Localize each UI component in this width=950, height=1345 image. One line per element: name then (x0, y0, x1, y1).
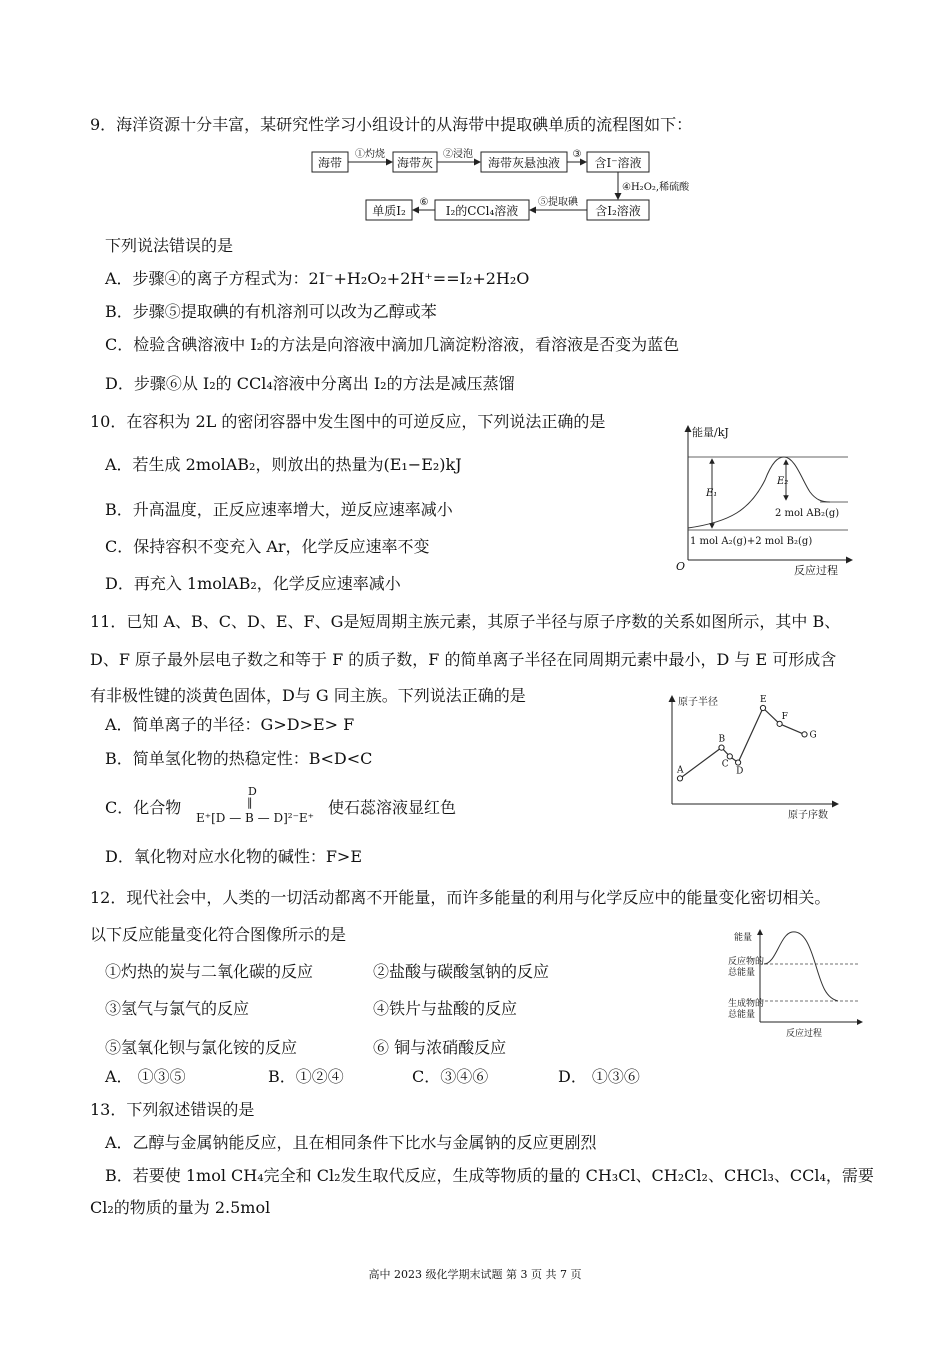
q10-energy-graph (670, 420, 860, 580)
radius-point-a (677, 776, 682, 781)
q11-formula-bond: ‖ (247, 796, 253, 809)
q12-line1: 12．现代社会中，人类的一切活动都离不开能量，而许多能量的利用与化学反应中的能量变化密切相关。 (90, 888, 831, 907)
radius-label-f: F (781, 711, 788, 722)
q11-xlabel: 原子序数 (788, 810, 828, 821)
q10-product-label: 2 mol AB₂(g) (775, 508, 840, 519)
q10-option-d: D．再充入 1molAB₂，化学反应速率减小 (105, 574, 401, 593)
flow-text-1: 海带灰 (396, 156, 434, 170)
flow-step-4: ④H₂O₂,稀硫酸 (622, 182, 690, 193)
q9-option-b: B．步骤⑤提取碘的有机溶剂可以改为乙醇或苯 (105, 302, 437, 321)
q12-reaction-1: ①灼热的炭与二氧化碳的反应 (105, 962, 314, 981)
q10-option-b: B．升高温度，正反应速率增大，逆反应速率减小 (105, 500, 453, 519)
flow-step-2: ②浸泡 (443, 149, 473, 160)
q11-option-c-prefix: C．化合物 (105, 798, 182, 817)
q11-radius-graph (662, 692, 842, 824)
q9-option-c: C．检验含碘溶液中 I₂的方法是向溶液中滴加几滴淀粉溶液，看溶液是否变为蓝色 (105, 335, 680, 354)
q12-xlabel: 反应过程 (786, 1029, 823, 1039)
q10-option-a: A．若生成 2molAB₂，则放出的热量为(E₁−E₂)kJ (105, 455, 462, 474)
radius-label-e: E (760, 695, 767, 705)
radius-point-b (719, 745, 724, 750)
flow-step-1: ①灼烧 (355, 149, 385, 160)
q10-e2-label: E₂ (777, 476, 789, 487)
q11-line1: 11．已知 A、B、C、D、E、F、G是短周期主族元素，其原子半径与原子序数的关系如图所示，其中 B、 (90, 612, 841, 631)
q11-formula-top: D (248, 785, 257, 798)
radius-label-d: D (736, 766, 744, 777)
q12-option-d: D． ①③⑥ (558, 1067, 640, 1086)
radius-label-g: G (809, 730, 817, 741)
q12-reaction-3: ③氢气与氯气的反应 (105, 999, 250, 1018)
q12-option-a: A． ①③⑤ (105, 1067, 186, 1086)
radius-point-d (736, 760, 741, 765)
q13-option-b-line1: B．若要使 1mol CH₄完全和 Cl₂发生取代反应，生成等物质的量的 CH₃Cl、CH₂Cl₂、CHCl₃、CCl₄，需要 (105, 1166, 874, 1185)
q12-ylabel: 能量 (734, 933, 753, 943)
q9-stem: 9．海洋资源十分丰富，某研究性学习小组设计的从海带中提取碘单质的流程图如下： (90, 115, 693, 134)
q9-flowchart (300, 144, 690, 226)
q12-option-b: B．①②④ (268, 1067, 344, 1086)
flow-text-5: I₂的CCl₄溶液 (445, 204, 519, 218)
q12-reaction-4: ④铁片与盐酸的反应 (373, 999, 518, 1018)
q12-reaction-6: ⑥ 铜与浓硝酸反应 (373, 1038, 507, 1057)
q10-xlabel: 反应过程 (794, 564, 838, 577)
q12-reaction-5: ⑤氢氧化钡与氯化铵的反应 (105, 1038, 298, 1057)
q11-formula: E⁺[D — B — D]²⁻E⁺ (196, 811, 315, 825)
flow-text-4: 含I₂溶液 (595, 204, 641, 218)
q10-origin: O (676, 560, 686, 573)
q12-line2: 以下反应能量变化符合图像所示的是 (90, 925, 347, 944)
radius-point-e (760, 705, 765, 710)
flow-step-3: ③ (572, 149, 582, 160)
q11-line2: D、F 原子最外层电子数之和等于 F 的质子数，F 的简单离子半径在同周期元素中最小，D 与 E 可形成含 (90, 650, 837, 669)
flow-text-2: 海带灰悬浊液 (487, 156, 561, 170)
q12-reactant-line2: 总能量 (728, 968, 756, 978)
radius-label-b: B (718, 734, 726, 745)
q12-option-c: C．③④⑥ (412, 1067, 489, 1086)
q10-e1-label: E₁ (706, 488, 718, 499)
q9-prompt: 下列说法错误的是 (105, 236, 234, 255)
flow-text-0: 海带 (317, 156, 343, 170)
radius-point-c (727, 754, 732, 759)
q13-stem: 13．下列叙述错误的是 (90, 1100, 255, 1119)
q10-ylabel: 能量/kJ (692, 426, 729, 439)
q10-option-c: C．保持容积不变充入 Ar，化学反应速率不变 (105, 537, 430, 556)
q12-reactant-line1: 反应物的 (728, 957, 765, 967)
q12-energy-graph (700, 926, 870, 1042)
q9-option-d: D．步骤⑥从 I₂的 CCl₄溶液中分离出 I₂的方法是减压蒸馏 (105, 374, 515, 393)
q12-reaction-2: ②盐酸与碳酸氢钠的反应 (373, 962, 550, 981)
radius-point-f (777, 721, 782, 726)
q12-product-line1: 生成物的 (728, 999, 765, 1009)
page-footer: 高中 2023 级化学期末试题 第 3 页 共 7 页 (368, 1268, 582, 1281)
q12-product-line2: 总能量 (728, 1010, 756, 1020)
q13-option-a: A．乙醇与金属钠能反应，且在相同条件下比水与金属钠的反应更剧烈 (105, 1133, 597, 1152)
radius-label-c: C (721, 759, 729, 770)
q11-option-a: A．简单离子的半径：G>D>E> F (105, 715, 355, 734)
q13-option-b-line2: Cl₂的物质的量为 2.5mol (90, 1198, 271, 1217)
q9-option-a: A．步骤④的离子方程式为：2I⁻+H₂O₂+2H⁺==I₂+2H₂O (105, 269, 530, 288)
q11-option-d: D．氧化物对应水化物的碱性：F>E (105, 847, 363, 866)
flow-step-5: ⑤提取碘 (538, 197, 578, 208)
q11-ylabel: 原子半径 (678, 697, 718, 708)
q11-line3: 有非极性键的淡黄色固体，D与 G 同主族。下列说法正确的是 (90, 686, 526, 705)
q10-reactant-label: 1 mol A₂(g)+2 mol B₂(g) (690, 536, 813, 547)
flow-step-6: ⑥ (419, 197, 429, 208)
radius-point-g (802, 732, 807, 737)
q11-option-c-suffix: 使石蕊溶液显红色 (328, 798, 457, 817)
radius-label-a: A (677, 765, 684, 776)
flow-text-3: 含I⁻溶液 (594, 156, 642, 170)
flow-text-6: 单质I₂ (372, 204, 406, 218)
q11-option-b: B．简单氢化物的热稳定性：B<D<C (105, 749, 373, 768)
q10-stem: 10．在容积为 2L 的密闭容器中发生图中的可逆反应，下列说法正确的是 (90, 412, 606, 431)
